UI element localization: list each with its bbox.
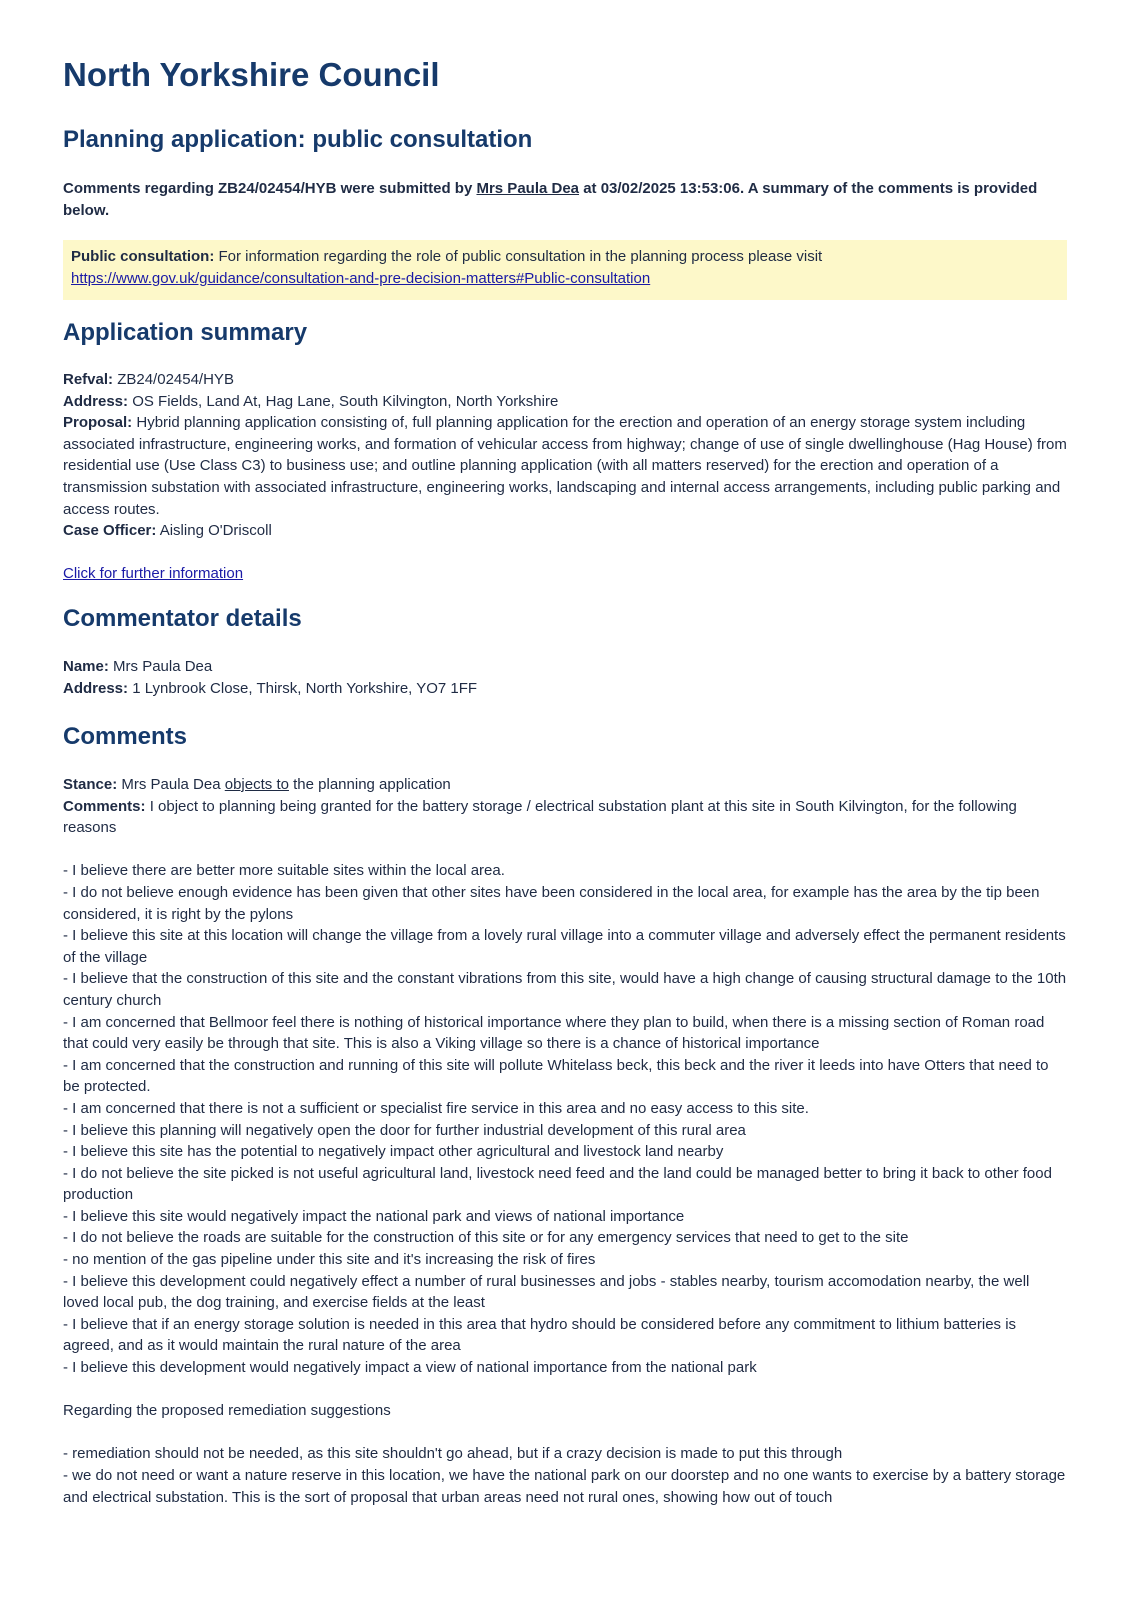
proposal-label: Proposal: bbox=[63, 414, 133, 432]
comments-opening: I object to planning being granted for the battery storage / electrical substation plant at this site in South Kilvington, for the following reasons bbox=[63, 797, 1017, 837]
consultation-notice bbox=[63, 240, 1067, 300]
remediation-item: - we do not need or want a nature reserve in this location, we have the national park on our doorstep and no one wants to exercise by a battery storage and electrical substation. This is the sort of proposal that urban areas need not rural ones, showing how out of touch bbox=[63, 1467, 1066, 1506]
application-summary-heading: Application summary bbox=[63, 319, 308, 346]
intro-prefix: Comments regarding ZB24/02454/HYB were submitted by bbox=[63, 180, 473, 197]
case-officer-value: Aisling O'Driscoll bbox=[159, 522, 272, 540]
reason-item: - I believe this site at this location will change the village from a lovely rural village into a commuter village and adversely effect the permanent residents of the village bbox=[63, 927, 1066, 966]
comments-body bbox=[63, 774, 1067, 1508]
refval-value: ZB24/02454/HYB bbox=[117, 371, 234, 388]
reason-item: - I do not believe enough evidence has been given that other sites have been considered in the local area, for example has the area by the tip been considered, it is right by the pylons bbox=[63, 883, 1040, 923]
commentator-name-value: Mrs Paula Dea bbox=[113, 658, 213, 675]
page-subtitle: Planning application: public consultation bbox=[63, 126, 533, 153]
stance-verb: objects to bbox=[224, 776, 289, 793]
notice-label: Public consultation: bbox=[71, 248, 215, 265]
council-title: North Yorkshire Council bbox=[63, 56, 440, 93]
stance-suffix: the planning application bbox=[293, 776, 451, 793]
intro-text bbox=[63, 178, 1067, 222]
reason-item: - I am concerned that Bellmoor feel there is nothing of historical importance where they plan to build, when there is a missing section of Roman road that could very easily be through that site. This is also a Viking village so there is a chance of historical importance bbox=[63, 1013, 1045, 1053]
reason-item: - I believe this site has the potential to negatively impact other agricultural and livestock land nearby bbox=[63, 1143, 724, 1161]
commenter-name-link[interactable]: Mrs Paula Dea bbox=[476, 180, 580, 197]
reason-item: - I believe this planning will negatively open the door for further industrial development of this rural area bbox=[63, 1121, 746, 1139]
comments-heading: Comments bbox=[63, 723, 188, 750]
reason-item: - I believe this site would negatively impact the national park and views of national importance bbox=[63, 1207, 685, 1225]
proposal-value: Hybrid planning application consisting of, full planning application for the erection and operation of an energy storage system including associated infrastructure, engineering works, and formation of vehicular access from highway; change of use of single dwellinghouse (Hag House) from residential use (Use Class C3) to business use; and outline planning application (with all matters reserved) for the erection and operation of a transmission substation with associated infrastructure, engineering works, landscaping and internal access arrangements, including public parking and access routes. bbox=[63, 414, 1067, 518]
stance-label: Stance: bbox=[63, 776, 118, 793]
remediation-item: - remediation should not be needed, as this site shouldn't go ahead, but if a crazy decision is made to put this through bbox=[63, 1445, 843, 1463]
address-label: Address: bbox=[63, 392, 129, 410]
reason-item: - I believe that if an energy storage solution is needed in this area that hydro should be considered before any commitment to lithium batteries is agreed, and as it would maintain the rural nature of the area bbox=[63, 1315, 1017, 1355]
remediation-heading: Regarding the proposed remediation suggestions bbox=[63, 1402, 391, 1420]
further-information-link[interactable]: Click for further information bbox=[63, 565, 244, 583]
commentator-address-label: Address: bbox=[63, 679, 129, 697]
reason-item: - I am concerned that the construction and running of this site will pollute Whitelass beck, this beck and the river it leeds into have Otters that need to be protected. bbox=[63, 1056, 1049, 1096]
reason-item: - I am concerned that there is not a sufficient or specialist fire service in this area and no easy access to this site. bbox=[63, 1099, 809, 1117]
commentator-details bbox=[63, 656, 1067, 699]
reason-item: - I believe that the construction of this site and the constant vibrations from this site, would have a high change of causing structural damage to the 10th century church bbox=[63, 970, 1067, 1009]
reason-item: - I do not believe the site picked is not useful agricultural land, livestock need feed and the land could be managed better to bring it back to other food production bbox=[63, 1164, 1052, 1204]
reason-item: - no mention of the gas pipeline under this site and it's increasing the risk of fires bbox=[63, 1251, 596, 1269]
commentator-address-value: 1 Lynbrook Close, Thirsk, North Yorkshire, YO7 1FF bbox=[132, 679, 478, 697]
commentator-name-label: Name: bbox=[63, 658, 109, 675]
case-officer-label: Case Officer: bbox=[63, 522, 157, 540]
notice-text: For information regarding the role of public consultation in the planning process please visit bbox=[218, 248, 823, 265]
comments-label: Comments: bbox=[63, 797, 146, 815]
guidance-link[interactable]: https://www.gov.uk/guidance/consultation-and-pre-decision-matters#Public-consultation bbox=[71, 270, 651, 287]
commentator-details-heading: Commentator details bbox=[63, 605, 302, 632]
stance-name: Mrs Paula Dea bbox=[121, 776, 221, 793]
intro-suffix: at 03/02/2025 13:53:06. A summary of the comments is provided below. bbox=[63, 180, 1038, 219]
refval-label: Refval: bbox=[63, 371, 114, 388]
application-summary bbox=[63, 369, 1067, 585]
reason-item: - I do not believe the roads are suitable for the construction of this site or for any emergency services that need to get to the site bbox=[63, 1229, 909, 1247]
address-value: OS Fields, Land At, Hag Lane, South Kilvington, North Yorkshire bbox=[132, 392, 559, 410]
reason-item: - I believe this development could negatively effect a number of rural businesses and jobs - stables nearby, tourism accomodation nearby, the well loved local pub, the dog training, and exercise fields at the least bbox=[63, 1272, 1030, 1312]
reason-item: - I believe there are better more suitable sites within the local area. bbox=[63, 862, 505, 880]
reason-item: - I believe this development would negatively impact a view of national importance from the national park bbox=[63, 1359, 757, 1377]
